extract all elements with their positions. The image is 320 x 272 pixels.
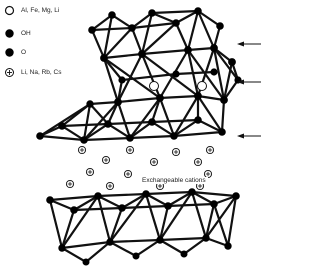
filled-circle-icon (4, 28, 15, 39)
oxygen-atom (170, 132, 178, 140)
bond-line (40, 104, 90, 136)
bond-line (90, 102, 118, 104)
oxygen-atom (94, 192, 102, 200)
legend-item-oxygen (4, 46, 26, 58)
oxygen-atom (133, 253, 140, 260)
bond-line (98, 196, 110, 242)
bond-line (90, 104, 108, 124)
legend-label: O (21, 48, 27, 56)
oxygen-atom (216, 22, 224, 30)
oxygen-atom (80, 136, 88, 144)
bond-line (110, 208, 122, 242)
oxygen-atom (126, 134, 134, 142)
oxygen-atom (210, 44, 218, 52)
oxygen-atom (181, 251, 188, 258)
oxygen-atom (224, 242, 231, 249)
bond-line (222, 100, 224, 132)
bond-line (188, 48, 214, 50)
bond-line (62, 210, 74, 248)
exchangeable-cation (106, 182, 113, 189)
bond-line (110, 194, 146, 242)
oxygen-atom (70, 206, 78, 214)
oxygen-atom (142, 190, 150, 198)
oxygen-atom (228, 58, 236, 66)
bond-line (104, 58, 118, 102)
bond-line (122, 206, 168, 208)
bond-line (62, 196, 98, 248)
bond-line (142, 23, 176, 54)
oxygen-atom (88, 26, 96, 34)
side-arrows (237, 42, 261, 139)
bond-line (62, 248, 86, 262)
bond-line (174, 132, 222, 136)
bond-line (160, 240, 184, 254)
oxygen-atom (46, 196, 54, 204)
bond-line (184, 238, 206, 254)
exchangeable-cation (206, 146, 213, 153)
oxygen-atom (202, 234, 209, 241)
exchangeable-cation (102, 156, 109, 163)
oxygen-atom (114, 98, 122, 106)
bond-line (50, 200, 74, 210)
legend-item-hydroxyl (4, 27, 31, 39)
exchangeable-cation (194, 158, 201, 165)
bond-line (176, 23, 188, 50)
bond-line (152, 13, 176, 23)
bond-line (110, 240, 160, 242)
bond-line (92, 30, 104, 58)
bond-line (74, 208, 122, 210)
exchangeable-cation (126, 146, 133, 153)
exchangeable-cation (66, 180, 73, 187)
octahedral-cation (198, 82, 207, 91)
legend-label: OH (21, 29, 31, 37)
oxygen-atom (83, 259, 90, 266)
bond-line (84, 138, 130, 140)
oxygen-atom (164, 202, 172, 210)
oxygen-atom (128, 24, 136, 32)
oxygen-atom (218, 128, 226, 136)
plus-circle-icon (4, 67, 15, 78)
oxygen-atom (194, 7, 202, 15)
oxygen-atom (184, 46, 192, 54)
oxygen-atom (148, 118, 156, 126)
oxygen-atom (188, 188, 196, 196)
bond-line (108, 122, 152, 124)
bond-line (92, 28, 132, 30)
bond-line (98, 194, 146, 196)
bond-line (146, 192, 192, 194)
hydroxyl-group (118, 76, 125, 83)
legend-label: Al, Fe, Mg, Li (21, 6, 60, 14)
bond-line (122, 194, 146, 208)
oxygen-atom (156, 94, 164, 102)
oxygen-atom (138, 50, 146, 58)
bond-line (160, 96, 198, 98)
exchangeable-cation (124, 170, 131, 177)
exchangeable-cation (86, 168, 93, 175)
oxygen-atom (194, 92, 202, 100)
exchangeable-cation (172, 148, 179, 155)
bond-line (104, 54, 142, 58)
bond-line (160, 238, 206, 240)
oxygen-atom (86, 100, 93, 107)
legend-item-octahedral-cations (4, 4, 59, 16)
bond-line (168, 204, 214, 206)
oxygen-atom (58, 122, 66, 130)
oxygen-atom (148, 9, 156, 17)
bond-line (152, 11, 198, 13)
oxygen-atom (100, 54, 108, 62)
oxygen-atom (106, 238, 113, 245)
oxygen-atom (36, 132, 44, 140)
bond-lines (40, 11, 238, 262)
bond-line (130, 136, 174, 138)
bond-line (130, 98, 160, 138)
filled-circle-icon (4, 47, 15, 58)
oxygen-atom (210, 200, 218, 208)
hydroxyl-group (172, 70, 179, 77)
bond-line (198, 96, 224, 100)
legend-item-exchangeable-cations (4, 66, 61, 78)
oxygen-atom (104, 120, 112, 128)
bond-line (174, 96, 198, 136)
bond-line (50, 200, 62, 248)
bond-line (132, 28, 142, 54)
oxygen-atom (220, 96, 228, 104)
bond-line (136, 240, 160, 256)
oxygen-atom (118, 204, 126, 212)
bond-line (152, 120, 198, 122)
bond-line (142, 50, 188, 54)
bond-line (110, 242, 136, 256)
oxygen-atom (156, 236, 163, 243)
bond-line (62, 124, 108, 126)
bond-line (118, 98, 160, 102)
oxygen-atom (194, 116, 202, 124)
arrow-left-icon (237, 42, 261, 47)
exchangeable-cation (78, 146, 85, 153)
bond-line (176, 72, 214, 74)
octahedral-cation (150, 82, 159, 91)
open-circle-icon (4, 5, 15, 16)
oxygen-atom (232, 192, 240, 200)
legend-label: Li, Na, Rb, Cs (21, 68, 62, 76)
oxygen-atom (172, 19, 180, 27)
bond-line (228, 196, 236, 246)
hydroxyl-group (210, 68, 217, 75)
exchangeable-cations-label: Exchangeable cations (142, 177, 206, 184)
exchangeable-cation (150, 158, 157, 165)
oxygen-atom (58, 244, 65, 251)
arrow-left-icon (237, 134, 261, 139)
oxygen-atom (108, 11, 116, 19)
